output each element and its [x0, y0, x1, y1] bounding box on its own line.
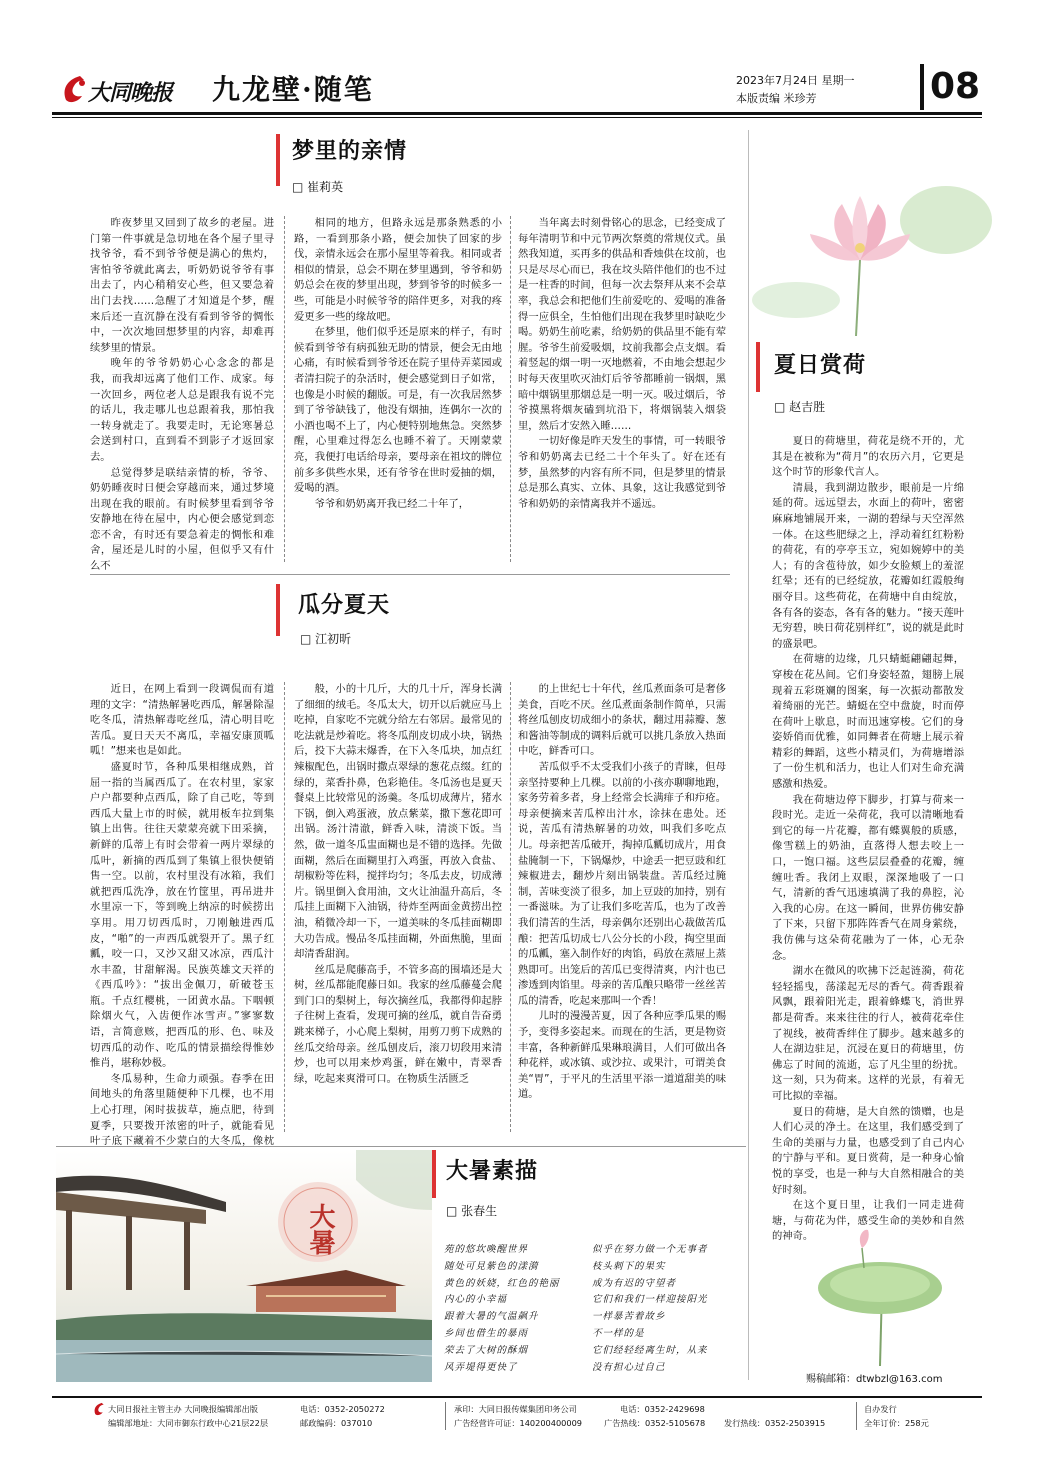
- article-separator: [56, 1146, 746, 1147]
- article2-title: 瓜分夏天: [298, 592, 391, 618]
- poem-line: 似乎在努力做一个无事者: [592, 1244, 708, 1255]
- footer-divider: [856, 1402, 857, 1430]
- article-title-bar: [276, 134, 280, 186]
- poem-line: 没有担心过自己: [592, 1361, 666, 1373]
- page-number: 08: [930, 66, 981, 107]
- newspaper-logo: [60, 72, 188, 106]
- paragraph: 昨夜梦里又回到了故乡的老屋。进门第一件事就是急切地在各个屋子里寻找爷爷，看不到爷爷便是满心的焦灼，害怕爷爷就此离去，听奶奶说爷爷有事出去了，内心稍稍安心些，但又要急着出门去找……急醒了才知道是个梦，醒来后还一直沉静在没有看到爷爷的惆怅中，一次次地回想梦里的内容，却难再续梦里的情景。: [90, 217, 274, 354]
- footer-rule: [52, 1396, 982, 1398]
- pavilion-landscape-illustration: [56, 1150, 432, 1382]
- footer-self-distribution: 自办发行: [864, 1404, 897, 1414]
- issue-date: 2023年7月24日 星期一: [736, 74, 855, 87]
- paragraph: 夏日的荷塘，是大自然的馈赠，也是人们心灵的净土。在这里，我们感受到了生命的美丽与力量，也感受到了自己内心的宁静与平和。夏日赏荷，是一种身心愉悦的享受，也是一种与大自然相融合的美好时刻。: [772, 1105, 964, 1196]
- poem-line: 荣去了大树的酥烟: [444, 1344, 529, 1356]
- paragraph: 的上世纪七十年代，丝瓜煮面条可是奢侈美食，百吃不厌。丝瓜煮面条制作简单，只需将丝瓜刨皮切成细小的条状，翻过用蒜瓣、葱和酱油等制成的调料后就可以挑几条放入热面中吃，鲜香可口。: [518, 683, 726, 758]
- paragraph: 冬瓜易种，生命力顽强。春季在田间地头的角落里随便种下几棵，也不用上心打理，闲时拔拔草，施点肥，待到夏季，只要拨开浓密的叶子，就能看见叶子底下藏着不少蒙白的大冬瓜，像枕: [90, 1072, 274, 1148]
- header-rule: [52, 112, 982, 115]
- paragraph: 我在荷塘边停下脚步，打算与荷来一段时光。走近一朵荷花，我可以清晰地看到它的每一片花瓣，都有蝶翼般的质感，像雪糕上的奶油，直落得人想去咬上一口，一饱口福。这些层层叠叠的花瓣，缠缠吐香。我闭上双眼，深深地吸了一口气，清新的香气迅速填满了我的鼻腔，沁入我的心房。在这一瞬间，世界仿佛安静了下来，只留下那阵阵香气在周身萦绕，我仿佛与这朵荷花融为了一体，心无杂念。: [772, 793, 964, 962]
- article-title-bar: [432, 1150, 436, 1198]
- article-title-bar: [756, 342, 760, 392]
- poem-line: 枝头刺下的果实: [592, 1260, 666, 1272]
- paragraph: 儿时的漫漫苦夏，因了各种应季瓜果的赐予，变得多姿起来。而现在的生活，更是物资丰富，各种新鲜瓜果琳琅满目，人们可做出各种花样，或冰镇、或沙拉、或果汁，可谓美食美“胃”，于平凡的生活里平添一道道甜美的味道。: [518, 1010, 726, 1101]
- article4-title: 大暑素描: [446, 1158, 539, 1184]
- article2-column-2: [294, 682, 502, 1134]
- logo-text: 大同晚报: [88, 81, 173, 106]
- footer-divider: [445, 1402, 446, 1430]
- article-title-bar: [276, 584, 280, 636]
- right-column-divider: [748, 130, 749, 1380]
- article1-byline: □ 崔莉英: [292, 180, 344, 194]
- article1-column-2: [294, 216, 502, 564]
- paragraph: 般，小的十几斤，大的几十斤，浑身长满了细细的绒毛。冬瓜太大，切开以后就应马上吃掉，自家吃不完就分给左右邻居。最常见的吃法就是炒着吃。将冬瓜削皮切成小块，锅热后，投下大蒜末爆香，在下入冬瓜块，加点红辣椒配色，出锅时撒点翠绿的葱花点缀。红的绿的，菜香扑鼻，色彩艳佳。冬瓜汤也是夏天餐桌上比较常见的汤羹。冬瓜切成薄片，猪水下锅，倒入鸡蛋液，放点紫菜，撒下葱花即可出锅。汤汁清澈，鲜香入味，清淡下饭。当然，做一道冬瓜盅面糊也是不错的选择。先做面糊，然后在面糊里打入鸡蛋，再放入食盐、胡椒粉等佐料，搅拌均匀；冬瓜去皮，切成薄片。锅里倒入食用油，文火让油温升高后，冬瓜挂上面糊下入油锅，待炸至两面金黄捞出控油，稍微冷却一下，一道美味的冬瓜挂面糊即大功告成。慢品冬瓜挂面糊，外面焦脆，里面却清香甜润。: [294, 683, 502, 961]
- dashu-art-label: 大暑: [305, 1203, 335, 1255]
- paragraph: 湖水在微风的吹拂下泛起涟漪，荷花轻轻摇曳，荡漾起无尽的香气。荷香跟着风飘，跟着阳光走，跟着蜂蝶飞，消世界都是荷香。来来往往的行人，被荷花牵住了视线，被荷香绊住了脚步。越来越多的人在湖边驻足，沉浸在夏日的荷塘里，仿佛忘了时间的流逝，忘了凡尘里的纷扰。这一刻，只为荷来。这样的光景，有着无可比拟的幸福。: [772, 965, 964, 1102]
- footer-printer: 承印：大同日报传媒集团印务公司: [454, 1404, 577, 1414]
- paragraph: 盛夏时节，各种瓜果相继成熟，首屈一指的当属西瓜了。在农村里，家家户户都要种点西瓜，除了自己吃，等到西瓜大量上市的时候，就用板车拉到集镇上出售。往往天蒙蒙亮就下田采摘，新鲜的瓜蒂上有时会带着一两片翠绿的瓜叶，新摘的西瓜到了集镇上很快便销售一空。以前，农村里没有冰箱，我们就把西瓜洗净，放在竹筐里，再吊进井水里凉一下，等到晚上纳凉的时候捞出享用。用刀切西瓜时，刀刚触进西瓜皮，“啪”的一声西瓜就裂开了。黑子红瓤，咬一口，又沙又甜又冰凉，西瓜汁水丰盈，甘甜解渴。民族英雄文天祥的《西瓜吟》：“拔出金佩刀，斫破苍玉瓶。千点红樱桃，一团黄水晶。下咽顿除烟火气，入齿便作冰雪声。”寥寥数语，言简意赅，把西瓜的形、色、味及切西瓜的动作、吃瓜的情景描绘得惟妙惟肖，堪称妙极。: [90, 760, 274, 1070]
- poem-line: 不一样的是: [592, 1327, 645, 1339]
- column-divider: [510, 216, 511, 562]
- column-divider: [510, 682, 511, 1132]
- article1-column-1: [90, 216, 274, 573]
- paragraph: 苦瓜似乎不太受我们小孩子的青睐，但母亲坚持要种上几棵。以前的小孩亦聊聊地跑，家务劳着多者，身上经常会长满痱子和疖疮。母亲便摘来苦瓜榨出汁水，涂抹在患处。还说，苦瓜有清热解暑的功效，叫我们多吃点儿。母亲把苦瓜破开，掏掉瓜瓤切成片，用食盐腌制一下，下锅爆炒，中途丢一把豆豉和红辣椒进去，翻炒片刻出锅装盘。苦瓜经过腌制，苦味变淡了很多，加上豆豉的加持，别有一番滋味。为了让我们多吃苦瓜，也为了改善我们清苦的生活，母亲偶尔还别出心裁做苦瓜酿：把苦瓜切成七八公分长的小段，掏空里面的瓜瓤，塞入制作好的肉馅，码放在蒸屉上蒸熟即可。出笼后的苦瓜已变得清爽，内汁也已渗透到肉馅里。母亲的苦瓜酿只略带一丝丝苦瓜的清香，吃起来那叫一个香！: [518, 760, 726, 1007]
- article3-byline: □ 赵吉胜: [774, 400, 826, 414]
- footer-ad-hotline: 广告热线：0352-5105678: [604, 1418, 706, 1428]
- poem-right-column: [592, 1242, 746, 1376]
- lotus-leaf-illustration: [790, 1228, 970, 1368]
- footer-phone: 电话：0352-2050272: [300, 1404, 385, 1414]
- footer-logo-icon: [92, 1402, 106, 1416]
- article2-column-1: [90, 682, 274, 1148]
- poem-line: 它们经轻经离生时，从来: [592, 1344, 708, 1356]
- poem-left-column: [444, 1242, 592, 1376]
- lotus-flower-illustration: [756, 190, 984, 340]
- poem-line: 乡间也借生的暴雨: [444, 1327, 529, 1339]
- poem-line: 它们和我们一样迎接阳光: [592, 1294, 708, 1306]
- paragraph: 当年离去时刻骨铭心的思念，已经变成了每年清明节和中元节两次祭奠的常规仪式。虽然我知道，买再多的供品和香烛供在坟前，也只是尽尽心而已，我在坟头陪伴他们的也不过是一柱香的时间，但每一次去祭拜从来不会草率，我总会和把他们生前爱吃的、爱喝的准备得一应俱全，生怕他们出现在我梦里时缺吃少喝。奶奶生前吃素，给奶奶的供品里不能有荤腥。爷爷生前爱吸烟，坟前我都会点支烟。看着竖起的烟一明一灭地燃着，不由地会想起少时每天夜里吹灭油灯后爷爷都睡前一锅烟，黑暗中烟锅里那烟总是一明一灭。吸过烟后，爷爷摸黑将烟灰磕到坑沿下，将烟锅装入烟袋里，然后才安然入睡……: [518, 217, 726, 432]
- article2-byline: □ 江初昕: [300, 632, 352, 646]
- article1-column-3: [518, 216, 726, 564]
- article-separator: [90, 574, 730, 575]
- footer-printer-phone: 电话：0352-2429698: [620, 1404, 705, 1414]
- page-editor: 本版责编 米珍芳: [736, 92, 817, 105]
- footer-ad-license: 广告经营许可证：140200400009: [454, 1418, 583, 1428]
- article4-byline: □ 张春生: [446, 1204, 498, 1218]
- poem-line: 一样暴苦着故乡: [592, 1311, 666, 1323]
- poem-line: 黄色的妖娆，红色的艳丽: [444, 1277, 560, 1289]
- article2-column-3: [518, 682, 726, 1134]
- paragraph: 丝瓜是爬藤高手，不管多高的围墙还是大树，丝瓜都能爬藤日如。我家的丝瓜藤蔓会爬到门口的梨树上，每次摘丝瓜，我都得仰起脖子往树上查看，发现可摘的丝瓜，就自告奋勇跳来梯子，小心爬上梨树，用剪刀剪下成熟的丝瓜交给母亲。丝瓜刨皮后，滚刀切段用来清炒，也可以用来炒鸡蛋，鲜在嫩中，青翠香绿，吃起来爽滑可口。在物质生活匮乏: [294, 963, 502, 1085]
- paragraph: 在这个夏日里，让我们一同走进荷塘，与荷花为伴，感受生命的美妙和自然的神奇。: [772, 1199, 964, 1243]
- poem-line: 跟着大暑的气温飙升: [444, 1311, 539, 1323]
- poem-line: 随处可見紫色的漾漪: [444, 1260, 539, 1272]
- header-rule-thin: [52, 117, 982, 118]
- paragraph: 总觉得梦是联结亲情的桥，爷爷、奶奶睡夜时日便会穿越而来，通过梦境出现在我的眼前。有时候梦里看到爷爷安静地在待在屋中，内心便会感觉到恋恋不舍，有时还有要急着走的惆怅和难舍，屋还是儿时的小屋，但似乎又有什么不: [90, 466, 274, 573]
- paragraph: 一切好像是昨天发生的事情，可一转眼爷爷和奶奶离去已经二十个年头了。好在还有梦，虽然梦的内容有所不同，但是梦里的情景总是那么真实、立体、具象，这让我感觉到爷爷和奶奶的亲情离我并不遥远。: [518, 435, 726, 510]
- column-divider: [284, 682, 285, 1132]
- header-separator: [920, 64, 924, 110]
- paragraph: 夏日的荷塘里，荷花是绕不开的，尤其是在被称为“荷月”的农历六月，它更是这个时节的形象代言人。: [772, 435, 964, 479]
- paragraph: 相同的地方，但路永远是那条熟悉的小路，一看到那条小路，便会加快了回家的步伐，亲情永远会在那小屋里等着我。相同或者相似的情景，总会不期在梦里遇到，爷爷和奶奶总会在夜的梦里出现，梦到爷爷的时候多一些，可能是小时候爷爷的陪伴更多，对我的疼爱更多一些的缘故吧。: [294, 217, 502, 323]
- paragraph: 近日，在网上看到一段调侃而有道理的文字：“清热解暑吃西瓜，解暑除湿吃冬瓜，清热解毒吃丝瓜，清心明目吃苦瓜。夏日天天不离瓜，幸福安康顶呱呱！”想来也是如此。: [90, 683, 274, 758]
- article3-column: [772, 434, 964, 1243]
- poem-line: 风弄堤得更快了: [444, 1361, 518, 1373]
- logo-mark-icon: [60, 74, 88, 104]
- section-title: 九龙壁·随笔: [212, 73, 374, 106]
- poem-line: 内心的小幸福: [444, 1294, 508, 1306]
- paragraph: 清晨，我到湖边散步，眼前是一片绵延的荷。远远望去，水面上的荷叶，密密麻麻地铺展开来，一湖的碧绿与天空浑然一体。在这些肥绿之上，浮动着红红粉粉的荷花，有的亭亭玉立，宛如婉婷中的美人；有的含苞待放，如少女脸颊上的羞涩红晕；还有的已经绽放，花瓣如红霞般绚丽夺目。这些荷花，在荷塘中自由绽放，各有各的姿态，各有各的魅力。“接天莲叶无穷碧，映日荷花别样红”，说的就是此时的盛景吧。: [772, 481, 964, 650]
- paragraph: 晚年的爷爷奶奶心心念念的都是我，而我却远离了他们工作、成家。每一次回乡，两位老人总是跟我有说不完的话儿，我走哪儿也总跟着我，那怕我一转身就走了。我要走时，无论寒暑总会送到村口，直到看不到影子才返回家去。: [90, 357, 274, 463]
- column-divider: [284, 216, 285, 562]
- paragraph: 爷爷和奶奶离开我已经二十年了，: [314, 497, 470, 510]
- submission-email: 赐稿邮箱：dtwbzl@163.com: [806, 1374, 943, 1385]
- paragraph: 在梦里，他们似乎还是原来的样子，有时候看到爷爷有病孤独无助的情景，便会无由地心痛，有时候看到爷爷还在院子里侍弄菜园或者清扫院子的杂活时，便会感觉到日子如常，也像是小时候的翻版。可是，有一次我居然梦到了爷爷缺钱了，他没有烟抽，连偶尔一次的小酒也喝不上了，内心便特别地焦急。突然梦醒，心里难过得怎么也睡不着了。天刚蒙蒙亮，我便打电话给母亲，要母亲在祖坟的牌位前多多供些水果，还有爷爷在世时爱抽的烟，爱喝的酒。: [294, 326, 502, 495]
- footer-address: 编辑部地址：大同市御东行政中心21层22层: [108, 1418, 269, 1428]
- article1-title: 梦里的亲情: [292, 138, 408, 164]
- poem-line: 成为有迟的守望者: [592, 1277, 677, 1289]
- footer-distribution-hotline: 发行热线：0352-2503915: [724, 1418, 826, 1428]
- footer-postcode: 邮政编码：037010: [300, 1418, 373, 1428]
- poem-line: 苑的悠坎喚醒世界: [444, 1244, 529, 1255]
- paragraph: 在荷塘的边缘，几只蜻蜓翩翩起舞，穿梭在花丛间。它们身姿轻盈，翅膀上展现着五彩斑斓的图案，每一次振动都散发着绮丽的光芒。蜻蜓在空中盘旋，时而停在荷叶上歇息，时而迅速穿梭。它们的身姿娇俏而优雅，如同舞者在荷塘上展示着精彩的舞蹈，这些小精灵们，为荷塘增添了一份生机和活力，也让人们对生命充满感激和热爱。: [772, 653, 964, 791]
- footer-price: 全年订价：258元: [864, 1418, 929, 1428]
- article3-title: 夏日赏荷: [774, 352, 867, 378]
- footer-publisher: 大同日报社主管主办 大同晚报编辑部出版: [108, 1404, 258, 1414]
